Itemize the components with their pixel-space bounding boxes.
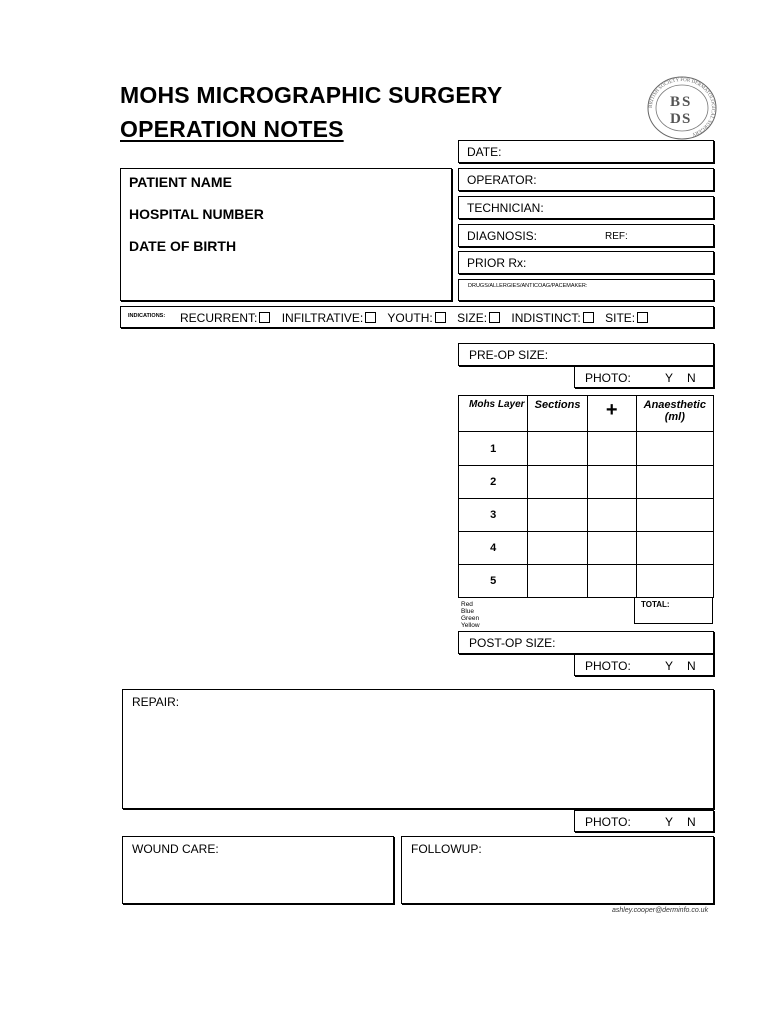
anaesthetic-header: Anaesthetic (ml) [636, 396, 713, 432]
technician-field[interactable] [458, 196, 714, 219]
plus-cell[interactable] [587, 432, 636, 466]
preop-photo-yes[interactable]: Y [665, 371, 674, 385]
preop-photo-label: PHOTO: [585, 371, 631, 385]
ink-colour-green: Green [461, 615, 480, 622]
recurrent-checkbox[interactable] [259, 312, 270, 323]
layer-row-5-label: 5 [459, 565, 528, 598]
anaesthetic-total-field[interactable] [634, 597, 713, 624]
wound-care-box[interactable] [122, 836, 394, 904]
wound-care-label: WOUND CARE: [132, 842, 219, 856]
drugs-allergies-field[interactable] [458, 279, 714, 301]
bsds-logo [646, 76, 718, 140]
total-label: TOTAL: [641, 600, 670, 609]
mohs-layer-table [458, 395, 714, 598]
sections-cell[interactable] [528, 499, 588, 532]
operator-label: OPERATOR: [467, 173, 537, 187]
repair-box[interactable] [122, 689, 714, 809]
anaesthetic-cell[interactable] [636, 565, 713, 598]
postop-photo-label: PHOTO: [585, 659, 631, 673]
svg-text:S: S [682, 111, 691, 127]
ink-colour-blue: Blue [461, 608, 475, 615]
anaesthetic-cell[interactable] [636, 466, 713, 499]
date-label: DATE: [467, 145, 502, 159]
postop-size-field[interactable] [458, 631, 714, 654]
indications-row [120, 306, 714, 328]
size-checkbox[interactable] [489, 312, 500, 323]
repair-label: REPAIR: [132, 695, 180, 709]
preop-size-field[interactable] [458, 343, 714, 366]
preop-photo-no[interactable]: N [687, 371, 696, 385]
ref-label: REF: [605, 231, 628, 242]
prior-rx-label: PRIOR Rx: [467, 256, 527, 270]
diagnosis-field[interactable] [458, 224, 714, 247]
form-title-line1: MOHS MICROGRAPHIC SURGERY [120, 82, 503, 108]
anaesthetic-cell[interactable] [636, 432, 713, 466]
plus-cell[interactable] [587, 499, 636, 532]
svg-text:BRITISH SOCIETY FOR DERMATOLOG: BRITISH SOCIETY FOR DERMATOLOGICAL SURGERY [648, 77, 716, 137]
repair-photo-label: PHOTO: [585, 815, 631, 829]
patient-details-box[interactable] [120, 168, 452, 301]
anaesthetic-cell[interactable] [636, 499, 713, 532]
sections-cell[interactable] [528, 466, 588, 499]
sections-cell[interactable] [528, 565, 588, 598]
indications-label: INDICATIONS: [128, 313, 166, 319]
indication-size-label: SIZE: [457, 311, 488, 325]
repair-photo-no[interactable]: N [687, 815, 696, 829]
site-checkbox[interactable] [637, 312, 648, 323]
date-of-birth-label: DATE OF BIRTH [129, 238, 237, 254]
indication-youth-label: YOUTH: [387, 311, 433, 325]
technician-label: TECHNICIAN: [467, 201, 544, 215]
plus-header: + [587, 396, 636, 432]
patient-name-label: PATIENT NAME [129, 174, 232, 190]
hospital-number-label: HOSPITAL NUMBER [129, 206, 264, 222]
repair-photo-yes[interactable]: Y [665, 815, 674, 829]
plus-cell[interactable] [587, 565, 636, 598]
form-title-line2: OPERATION NOTES [120, 116, 344, 142]
layer-row-3-label: 3 [459, 499, 528, 532]
preop-size-label: PRE-OP SIZE: [469, 348, 549, 362]
indications-checklist [180, 311, 656, 325]
operator-field[interactable] [458, 168, 714, 191]
sections-cell[interactable] [528, 432, 588, 466]
preop-photo-field[interactable] [574, 366, 714, 388]
svg-text:S: S [682, 94, 691, 110]
ink-colour-legend [461, 601, 480, 629]
followup-box[interactable] [401, 836, 714, 904]
plus-cell[interactable] [587, 532, 636, 565]
sections-header: Sections [528, 396, 588, 432]
postop-photo-no[interactable]: N [687, 659, 696, 673]
postop-size-label: POST-OP SIZE: [469, 636, 556, 650]
sections-cell[interactable] [528, 532, 588, 565]
plus-cell[interactable] [587, 466, 636, 499]
infiltrative-checkbox[interactable] [365, 312, 376, 323]
drugs-allergies-label: DRUGS/ALLERGIES/ANTICOAG/PACEMAKER: [468, 283, 588, 289]
postop-photo-field[interactable] [574, 654, 714, 676]
ink-colour-yellow: Yellow [461, 622, 480, 629]
indication-recurrent-label: RECURRENT: [180, 311, 258, 325]
followup-label: FOLLOWUP: [411, 842, 482, 856]
diagnosis-label: DIAGNOSIS: [467, 229, 538, 243]
footer-email: ashley.cooper@derminfo.co.uk [612, 907, 709, 914]
layer-row-2-label: 2 [459, 466, 528, 499]
layer-row-1-label: 1 [459, 432, 528, 466]
mohs-layer-header: Mohs Layer [459, 396, 528, 432]
indication-infiltrative-label: INFILTRATIVE: [281, 311, 364, 325]
svg-text:D: D [670, 111, 681, 127]
ink-colour-red: Red [461, 601, 473, 608]
repair-photo-field[interactable] [574, 810, 714, 832]
youth-checkbox[interactable] [435, 312, 446, 323]
prior-rx-field[interactable] [458, 251, 714, 274]
indistinct-checkbox[interactable] [583, 312, 594, 323]
postop-photo-yes[interactable]: Y [665, 659, 674, 673]
date-field[interactable] [458, 140, 714, 163]
layer-row-4-label: 4 [459, 532, 528, 565]
anaesthetic-cell[interactable] [636, 532, 713, 565]
indication-indistinct-label: INDISTINCT: [511, 311, 581, 325]
indication-site-label: SITE: [605, 311, 636, 325]
svg-text:B: B [670, 94, 681, 110]
